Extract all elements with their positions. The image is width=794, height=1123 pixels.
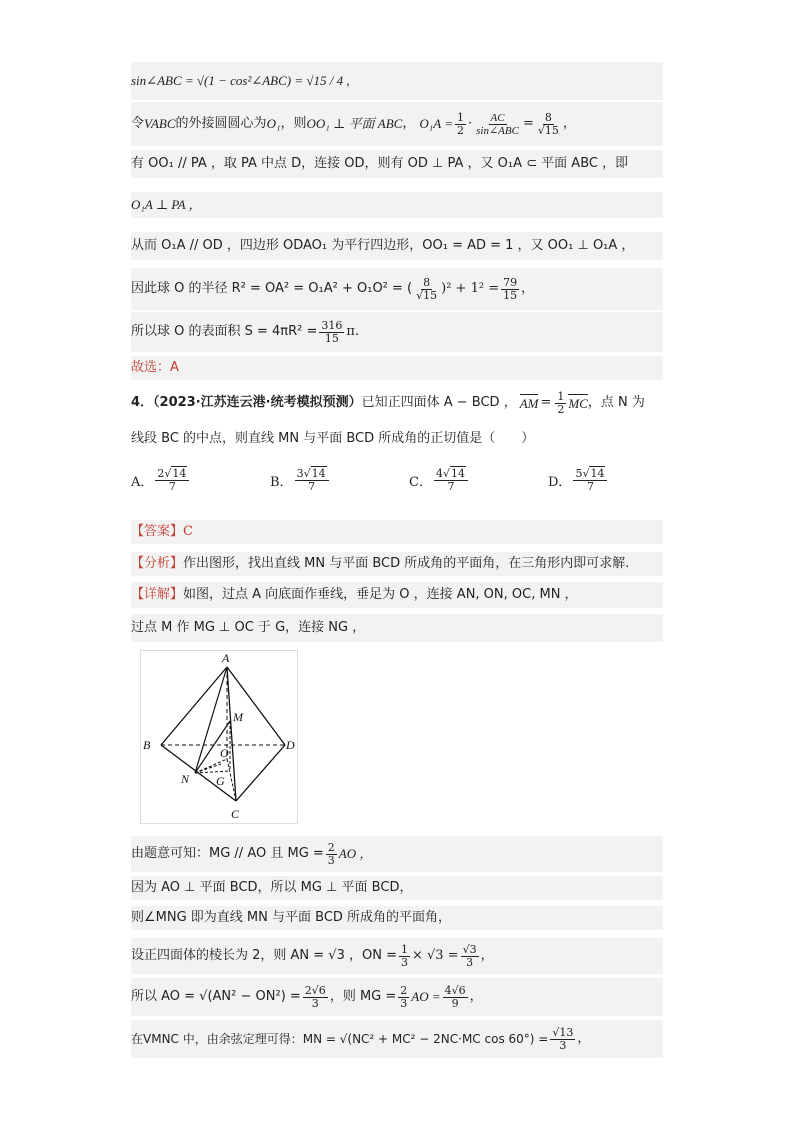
step-text: ， [577, 1031, 591, 1046]
text: )² + 1² = [441, 281, 500, 296]
text: 的外接圆圆心为 [175, 116, 267, 131]
text: O₁A ⊥ PA ， [131, 197, 202, 212]
option-label: A． [131, 475, 154, 490]
fraction: $\frac{8}{√15}$ [416, 275, 438, 302]
solution-line-8 [131, 356, 663, 380]
solution-line-7 [131, 312, 663, 352]
text: 因此球 O 的半径 R² = OA² = O₁A² + O₁O² = ( [131, 281, 413, 296]
edge-ab [161, 667, 227, 745]
step-text: ，则 MG = [329, 989, 397, 1004]
step-text: 在VMNC 中，由余弦定理可得：MN = √(NC² + MC² − 2NC·MC cos 60°) = [131, 1032, 549, 1046]
fraction: $\frac{79}{15}$ [503, 275, 518, 302]
fraction: $\frac{√3}{3}$ [462, 942, 477, 969]
analysis-line [131, 552, 663, 576]
step-line-2 [131, 876, 663, 900]
option-value: $\frac{2√14}{7}$ [155, 468, 189, 493]
label-c: C [231, 807, 240, 821]
question-text: 线段 BC 的中点，则直线 MN 与平面 BCD 所成角的正切值是（ ） [131, 431, 535, 446]
detail-text: 过点 M 作 MG ⊥ OC 于 G，连接 NG ， [131, 620, 366, 635]
solution-line-2 [131, 102, 663, 146]
step-text: ， [480, 948, 494, 963]
vector-mc: MC [568, 395, 588, 411]
text: ， [521, 281, 535, 296]
label-n: N [181, 772, 190, 786]
answer-choice: 故选：A [131, 360, 179, 375]
step-text: 由题意可知：MG // AO 且 MG = [131, 846, 324, 861]
edge-dc [236, 745, 285, 801]
label-d: D [286, 738, 295, 752]
fraction: $\frac{1}{3}$ [400, 942, 408, 969]
detail-line [131, 582, 663, 608]
solution-line-4 [131, 192, 663, 218]
label-b: B [143, 738, 151, 752]
option-a[interactable] [131, 468, 191, 493]
dot: · [467, 116, 473, 131]
question-4-line-2 [131, 428, 663, 450]
step-text: 则∠MNG 即为直线 MN 与平面 BCD 所成角的平面角， [131, 910, 452, 925]
fraction: $\frac{√13}{3}$ [552, 1025, 574, 1052]
fraction: $\frac{2}{3}$ [327, 840, 335, 867]
detail-line-2 [131, 614, 663, 642]
question-text: 已知正四面体 A − BCD ， [361, 395, 517, 410]
option-b[interactable] [270, 468, 331, 493]
step-line-1 [131, 836, 663, 872]
step-line-5 [131, 978, 663, 1016]
answer-value: C [183, 524, 193, 539]
text: ，则 [280, 116, 307, 131]
step-text: AO = [411, 989, 441, 1004]
answer-tag: 【答案】 [131, 524, 184, 539]
option-value: $\frac{4√14}{7}$ [434, 468, 468, 493]
step-text: × √3 = [411, 948, 459, 963]
analysis-text: 作出图形，找出直线 MN 与平面 BCD 所成角的平面角，在三角形内即可求解. [183, 556, 630, 571]
detail-tag: 【详解】 [131, 587, 184, 602]
step-line-3 [131, 906, 663, 930]
label-o: O [220, 746, 229, 760]
step-text: ， [469, 989, 483, 1004]
text: VABC [144, 116, 176, 131]
question-text: ，点 N 为 [587, 395, 645, 410]
label-a: A [222, 651, 230, 665]
option-label: C． [409, 475, 432, 490]
fraction: $\frac{2√6}{3}$ [304, 983, 326, 1010]
solution-line-1 [131, 62, 663, 100]
question-source: 4．（2023·江苏连云港·统考模拟预测） [131, 395, 362, 410]
text: O₁ [266, 116, 281, 131]
label-m: M [233, 710, 243, 724]
vector-am: AM [519, 395, 539, 411]
option-label: B． [270, 475, 293, 490]
step-line-4 [131, 938, 663, 974]
analysis-tag: 【分析】 [131, 556, 184, 571]
solution-line-6 [131, 268, 663, 310]
option-label: D． [548, 475, 572, 490]
edge-ad [227, 667, 285, 745]
step-text: 设正四面体的棱长为 2，则 AN = √3 ，ON = [131, 948, 397, 963]
question-4-line-1 [131, 388, 663, 418]
tetrahedron-figure [140, 650, 298, 824]
text: 从而 O₁A // OD ，四边形 ODAO₁ 为平行四边形，OO₁ = AD = 1 ，又 OO₁ ⊥ O₁A ， [131, 238, 635, 253]
fraction: $\frac{4√6}{9}$ [444, 983, 466, 1010]
text: 令 [131, 116, 145, 131]
label-g: G [216, 774, 225, 788]
text: OO₁ ⊥ 平面 ABC [306, 116, 403, 131]
step-text: AO ， [338, 846, 373, 861]
option-value: $\frac{3√14}{7}$ [295, 468, 329, 493]
equals: = [522, 116, 534, 131]
equals: = [540, 395, 552, 410]
sin-equation: sin∠ABC = √(1 − cos²∠ABC) = √15 / 4 , [131, 73, 350, 88]
detail-text: 如图，过点 A 向底面作垂线，垂足为 O ，连接 AN, ON, OC, MN ， [183, 587, 578, 602]
fraction: $\frac{1}{2}$ [557, 389, 565, 416]
fraction: $\frac{316}{15}$ [321, 318, 343, 345]
option-d[interactable] [548, 468, 609, 493]
answer-line [131, 520, 663, 544]
text: 所以球 O 的表面积 S = 4πR² = [131, 324, 318, 339]
fraction: $\frac{8}{√15}$ [537, 110, 559, 137]
text: O₁A = [419, 116, 453, 131]
comma: ， [562, 116, 576, 131]
tetrahedron-diagram [141, 651, 297, 823]
text: π. [346, 324, 360, 339]
option-c[interactable] [409, 468, 470, 493]
fraction: $\frac{1}{2}$ [456, 110, 464, 137]
text: ， [402, 116, 416, 131]
solution-line-5 [131, 232, 663, 260]
step-text: 所以 AO = √(AN² − ON²) = [131, 989, 301, 1004]
solution-line-3 [131, 150, 663, 178]
fraction: $\frac{2}{3}$ [400, 983, 408, 1010]
option-value: $\frac{5√14}{7}$ [573, 468, 607, 493]
step-text: 因为 AO ⊥ 平面 BCD，所以 MG ⊥ 平面 BCD， [131, 880, 413, 895]
text: 有 OO₁ // PA ，取 PA 中点 D，连接 OD，则有 OD ⊥ PA ，又 O₁A ⊂ 平面 ABC ，即 [131, 156, 629, 171]
step-line-6 [131, 1020, 663, 1058]
fraction: $\frac{AC}{\text{sin∠ABC}}$ [476, 111, 519, 137]
